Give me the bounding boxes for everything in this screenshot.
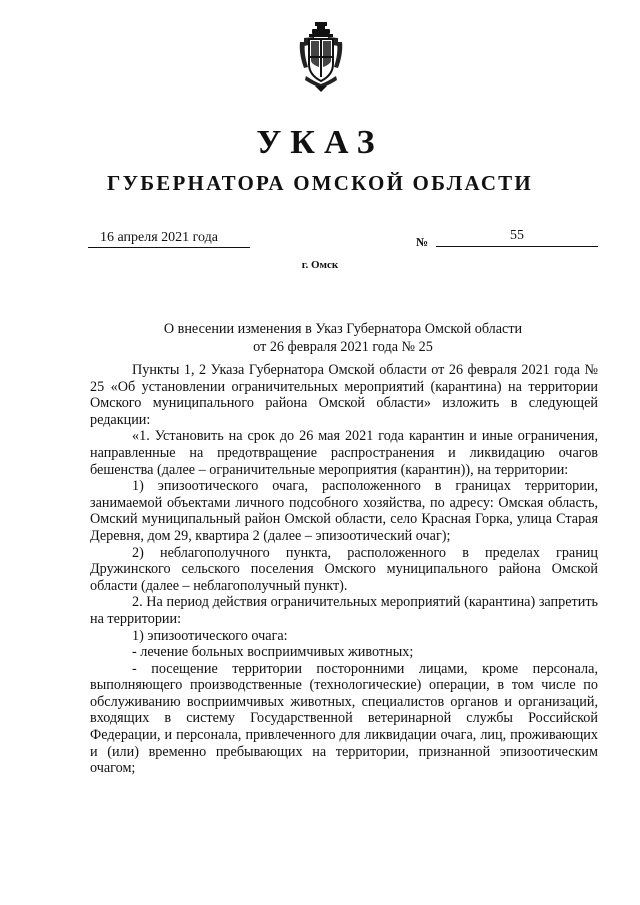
paragraph: - лечение больных восприимчивых животных; <box>132 644 414 661</box>
document-body <box>90 362 598 777</box>
paragraph: 1) эпизоотического очага, расположенного в границах территории, занимаемой объектами личного подсобного хозяйства, по адресу: Омская область, Омский муниципальный район Омской области, село Красная Горка, улица Старая Деревня, дом 29, квартира 2 (далее – эпизоотический очаг); <box>90 478 598 544</box>
paragraph: 2) неблагополучного пункта, расположенного в пределах границ Дружинского сельского поселения Омского муниципального района Омской области (далее – неблагополучный пункт). <box>90 544 598 594</box>
paragraph: 2. На период действия ограничительных мероприятий (карантина) запретить на территории: <box>90 594 598 627</box>
subject-line-1: О внесении изменения в Указ Губернатора Омской области <box>163 321 523 337</box>
document-city: г. Омск <box>301 259 339 271</box>
document-number: 55 <box>436 228 598 247</box>
number-sign: № <box>416 235 429 249</box>
paragraph: Пункты 1, 2 Указа Губернатора Омской области от 26 февраля 2021 года № 25 «Об установлении ограничительных мероприятий (карантина) на территории Омского муниципального района Омской области» изложить в следующей редакции: <box>90 362 598 428</box>
omsk-coat-of-arms-emblem <box>298 20 344 94</box>
paragraph: - посещение территории посторонними лицами, кроме персонала, выполняющего производственные (технологические) операции, в том числе по обслуживанию восприимчивых животных, специалистов органов и организаций, входящих в систему Государственной ветеринарной службы Российской Федерации, и персонала, привлеченного для ликвидации очага, лиц, проживающих и (или) временно пребывающих на территории, признанной эпизоотическим очагом; <box>90 660 598 777</box>
paragraph: «1. Установить на срок до 26 мая 2021 года карантин и иные ограничения, направленные на предотвращение распространения и ликвидацию очагов бешенства (далее – ограничительные мероприятия (карантин)), на территории: <box>90 428 598 478</box>
document-subject <box>88 320 598 356</box>
document-title: УКАЗ <box>256 124 384 161</box>
paragraph: 1) эпизоотического очага: <box>132 627 288 644</box>
document-subtitle: ГУБЕРНАТОРА ОМСКОЙ ОБЛАСТИ <box>107 171 533 195</box>
document-date: 16 апреля 2021 года <box>88 230 250 248</box>
subject-line-2: от 26 февраля 2021 года № 25 <box>253 339 433 355</box>
